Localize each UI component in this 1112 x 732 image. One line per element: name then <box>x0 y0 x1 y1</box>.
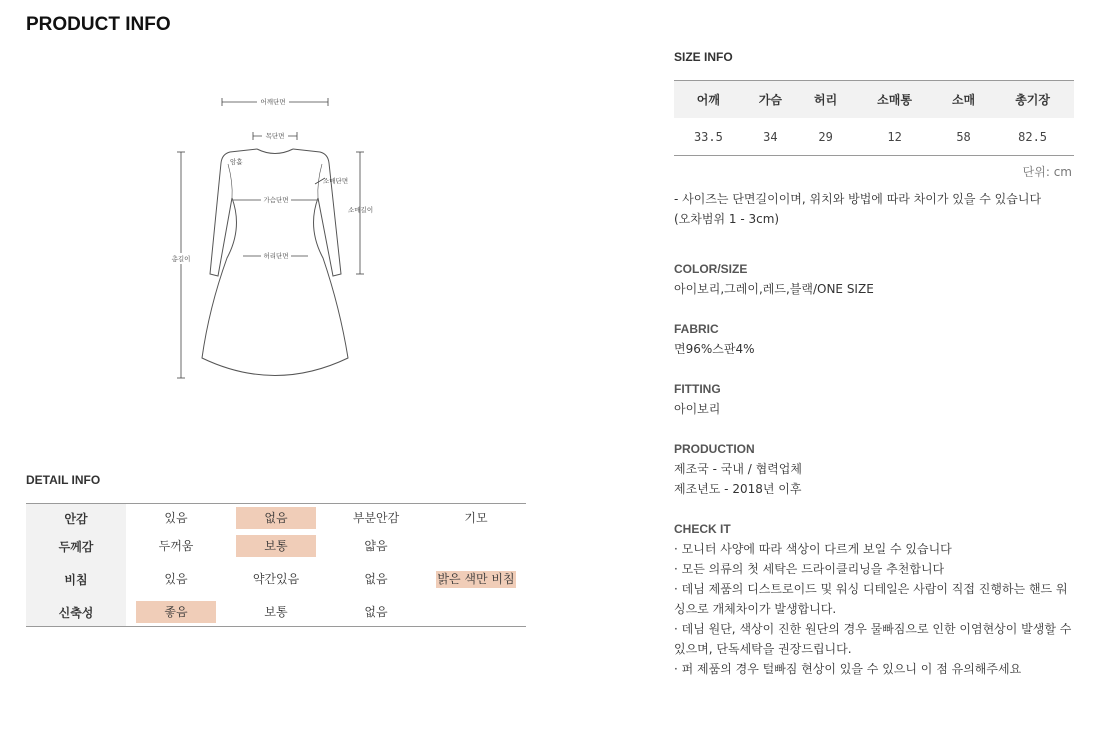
detail-row-sheerness <box>26 560 526 598</box>
detail-row-label: 두께감 <box>26 532 126 560</box>
size-table <box>674 80 1074 156</box>
color-size-value: 아이보리,그레이,레드,블랙/ONE SIZE <box>674 282 874 296</box>
chest-label: 가슴단면 <box>263 196 289 204</box>
size-value: 29 <box>818 129 833 144</box>
shoulder-label: 어깨단면 <box>260 98 286 106</box>
detail-option: 없음 <box>364 572 388 586</box>
dress-measurement-diagram <box>165 88 375 392</box>
size-header: 소매 <box>936 81 991 119</box>
size-value-row <box>674 118 1074 156</box>
waist-label: 허리단면 <box>263 252 289 260</box>
size-value: 12 <box>887 129 902 144</box>
detail-option: 없음 <box>364 605 388 619</box>
detail-row-label: 안감 <box>26 504 126 533</box>
production-year: 제조년도 - 2018년 이후 <box>674 482 802 496</box>
detail-option-selected: 없음 <box>236 507 316 529</box>
check-it-label: CHECK IT <box>674 522 731 536</box>
check-it-item: · 데님 원단, 색상이 진한 원단의 경우 물빠짐으로 인한 이염현상이 발생할 수 있으며, 단독세탁을 권장드립니다. <box>674 622 1072 656</box>
production-country: 제조국 - 국내 / 협력업체 <box>674 462 802 476</box>
production-label: PRODUCTION <box>674 442 755 456</box>
color-size-section <box>674 259 1094 299</box>
fitting-value: 아이보리 <box>674 402 721 416</box>
armhole-label: 암홀 <box>230 158 243 166</box>
detail-row-lining <box>26 504 526 533</box>
size-header: 소매통 <box>853 81 936 119</box>
size-value: 33.5 <box>693 129 723 144</box>
color-size-label: COLOR/SIZE <box>674 262 748 276</box>
size-notes <box>674 189 1094 229</box>
check-it-item: · 모니터 사양에 따라 색상이 다르게 보일 수 있습니다 <box>674 542 952 556</box>
check-it-item: · 데님 제품의 디스트로이드 및 워싱 디테일은 사람이 직접 진행하는 핸드 워싱으로 개체차이가 발생합니다. <box>674 582 1068 616</box>
size-value: 58 <box>956 129 971 144</box>
check-it-item: · 퍼 제품의 경우 털빠짐 현상이 있을 수 있으니 이 점 유의해주세요 <box>674 662 1022 676</box>
detail-row-thickness <box>26 532 526 560</box>
detail-option: 있음 <box>164 572 188 586</box>
size-value: 82.5 <box>1018 129 1048 144</box>
detail-option-selected: 좋음 <box>136 601 216 623</box>
size-info-title: SIZE INFO <box>674 50 733 64</box>
detail-option: 얇음 <box>364 539 388 553</box>
detail-row-stretch <box>26 598 526 627</box>
detail-option-selected: 보통 <box>236 535 316 557</box>
size-note: (오차범위 1 - 3cm) <box>674 212 780 226</box>
fitting-section <box>674 379 1094 419</box>
detail-option: 두꺼움 <box>158 539 194 553</box>
fitting-label: FITTING <box>674 382 721 396</box>
detail-option-selected: 밝은 색만 비침 <box>437 571 515 586</box>
detail-option: 부분안감 <box>352 511 400 525</box>
size-unit: 단위: cm <box>1022 165 1072 179</box>
detail-info-title: DETAIL INFO <box>26 473 101 487</box>
size-header-row <box>674 81 1074 119</box>
fabric-label: FABRIC <box>674 322 719 336</box>
size-header: 가슴 <box>743 81 798 119</box>
fabric-value: 면96%스판4% <box>674 342 755 356</box>
fabric-section <box>674 319 1094 359</box>
check-it-item: · 모든 의류의 첫 세탁은 드라이클리닝을 추천합니다 <box>674 562 945 576</box>
size-header: 총기장 <box>991 81 1074 119</box>
detail-option: 보통 <box>264 605 288 619</box>
detail-option: 약간있음 <box>252 572 300 586</box>
detail-info-table <box>26 503 526 627</box>
size-value: 34 <box>763 129 778 144</box>
detail-option: 기모 <box>464 511 488 525</box>
detail-row-label: 신축성 <box>26 598 126 627</box>
page-title: PRODUCT INFO <box>26 14 171 35</box>
sleeve-length-label: 소매길이 <box>348 206 374 214</box>
size-header: 어깨 <box>674 81 743 119</box>
detail-option: 있음 <box>164 511 188 525</box>
size-header: 허리 <box>798 81 853 119</box>
total-length-label: 총길이 <box>171 255 191 263</box>
production-section <box>674 439 1094 499</box>
detail-row-label: 비침 <box>26 560 126 598</box>
size-note: - 사이즈는 단면길이이며, 위치와 방법에 따라 차이가 있을 수 있습니다 <box>674 192 1042 206</box>
check-it-section <box>674 519 1074 679</box>
neck-label: 목단면 <box>265 132 285 140</box>
sleeve-width-label: 소매단면 <box>323 177 349 185</box>
